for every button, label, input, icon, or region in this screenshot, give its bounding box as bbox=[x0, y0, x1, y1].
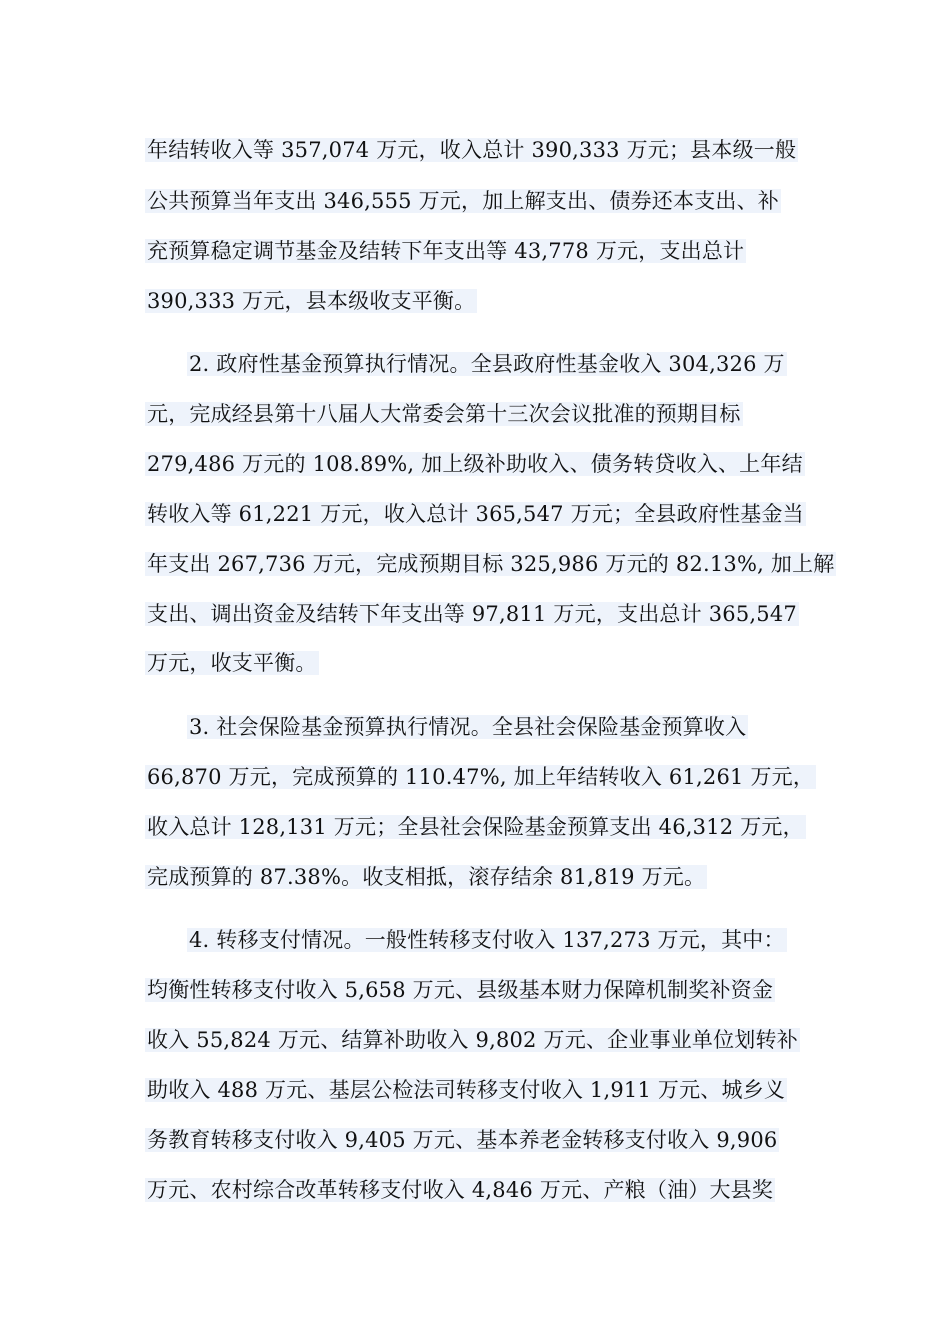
text-line: 助收入 488 万元、基层公检法司转移支付收入 1,911 万元、城乡义 bbox=[147, 1078, 786, 1102]
text-line: 元，完成经县第十八届人大常委会第十三次会议批准的预期目标 bbox=[147, 402, 741, 426]
text-line: 充预算稳定调节基金及结转下年支出等 43,778 万元，支出总计 bbox=[147, 239, 745, 263]
text-line: 支出、调出资金及结转下年支出等 97,811 万元，支出总计 365,547 bbox=[147, 602, 797, 626]
text-line: 3. 社会保险基金预算执行情况。全县社会保险基金预算收入 bbox=[189, 715, 747, 739]
text-line: 务教育转移支付收入 9,405 万元、基本养老金转移支付收入 9,906 bbox=[147, 1128, 778, 1152]
text-line: 万元，收支平衡。 bbox=[147, 651, 317, 675]
text-line: 转收入等 61,221 万元，收入总计 365,547 万元；全县政府性基金当 bbox=[147, 502, 804, 526]
text-line: 万元、农村综合改革转移支付收入 4,846 万元、产粮（油）大县奖 bbox=[147, 1178, 774, 1202]
text-line: 年结转收入等 357,074 万元，收入总计 390,333 万元；县本级一般 bbox=[147, 138, 797, 162]
text-line: 均衡性转移支付收入 5,658 万元、县级基本财力保障机制奖补资金 bbox=[147, 978, 774, 1002]
text-line: 收入 55,824 万元、结算补助收入 9,802 万元、企业事业单位划转补 bbox=[147, 1028, 798, 1052]
text-line: 公共预算当年支出 346,555 万元，加上解支出、债券还本支出、补 bbox=[147, 189, 779, 213]
text-line: 年支出 267,736 万元，完成预期目标 325,986 万元的 82.13%, 加上解 bbox=[147, 552, 835, 576]
text-line: 279,486 万元的 108.89%, 加上级补助收入、债务转贷收入、上年结 bbox=[147, 452, 803, 476]
text-line: 390,333 万元，县本级收支平衡。 bbox=[147, 289, 476, 313]
text-line: 2. 政府性基金预算执行情况。全县政府性基金收入 304,326 万 bbox=[189, 352, 785, 376]
text-line: 完成预算的 87.38%。收支相抵，滚存结余 81,819 万元。 bbox=[147, 865, 706, 889]
text-line: 4. 转移支付情况。一般性转移支付收入 137,273 万元，其中： bbox=[189, 928, 785, 952]
text-line: 66,870 万元，完成预算的 110.47%, 加上年结转收入 61,261 万元， bbox=[147, 765, 815, 789]
text-line: 收入总计 128,131 万元；全县社会保险基金预算支出 46,312 万元， bbox=[147, 815, 804, 839]
